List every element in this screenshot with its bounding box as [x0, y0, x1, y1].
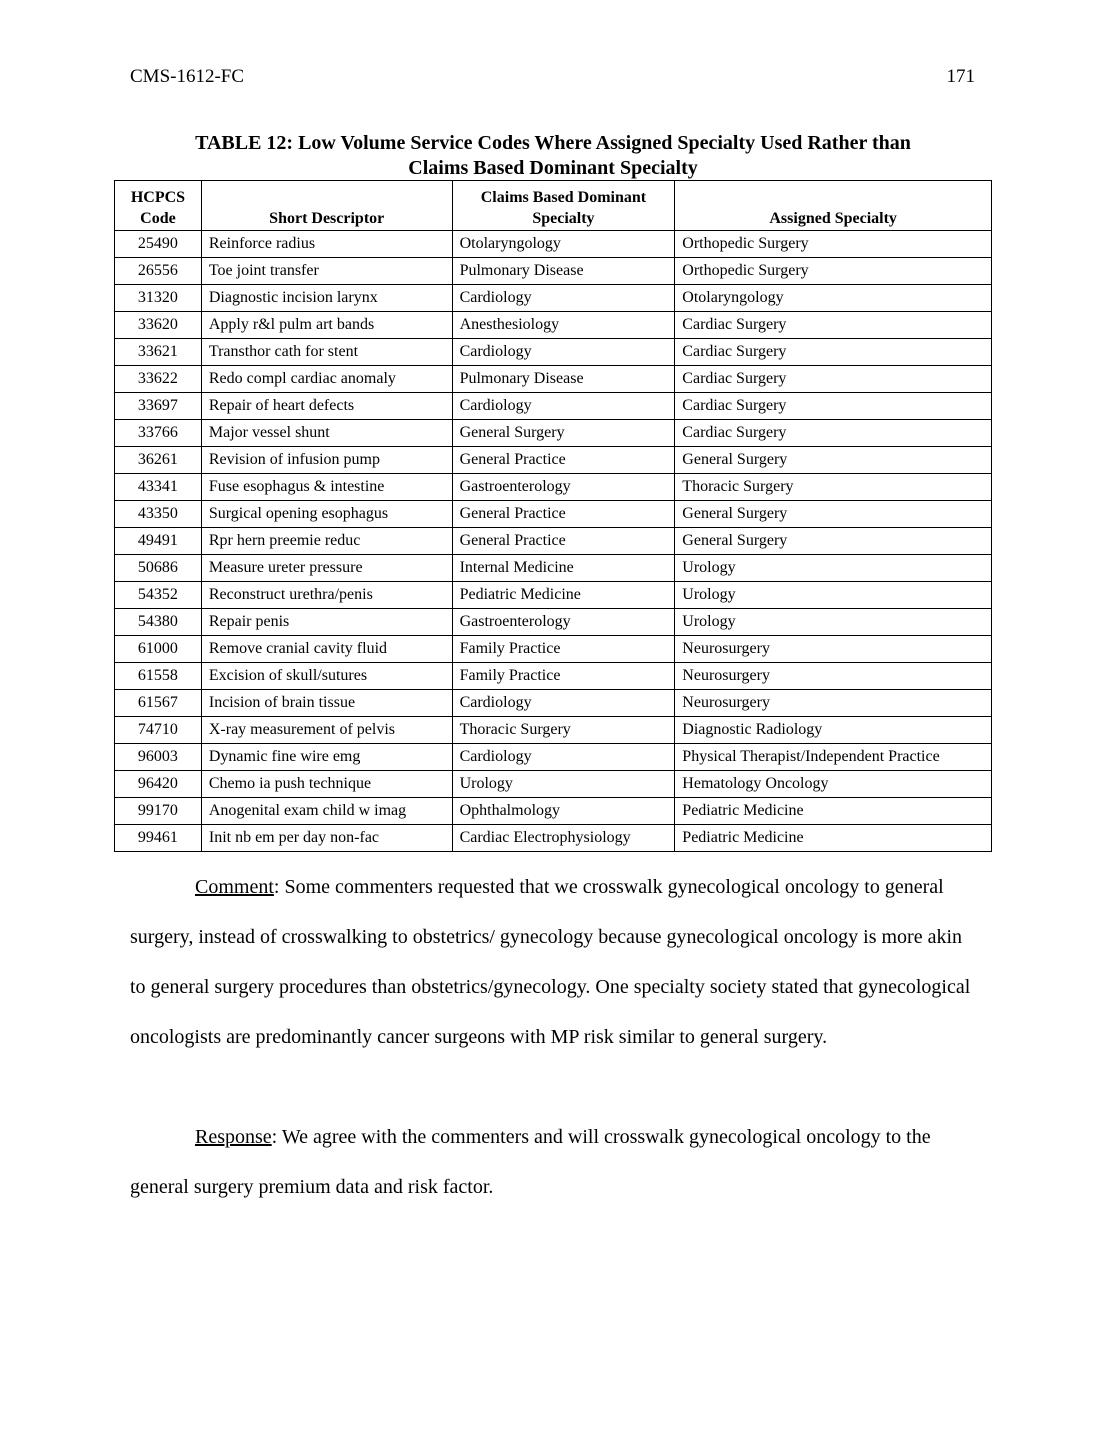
cell-assigned-specialty: General Surgery [675, 501, 992, 528]
table-row [115, 501, 992, 528]
comment-paragraph [130, 862, 976, 1062]
cell-short-descriptor: Repair penis [201, 609, 452, 636]
response-paragraph [130, 1112, 976, 1212]
cell-hcpcs-code: 74710 [115, 717, 202, 744]
cell-hcpcs-code: 26556 [115, 258, 202, 285]
cell-short-descriptor: Excision of skull/sutures [201, 663, 452, 690]
cell-short-descriptor: Redo compl cardiac anomaly [201, 366, 452, 393]
cell-short-descriptor: Incision of brain tissue [201, 690, 452, 717]
table-row [115, 609, 992, 636]
cell-assigned-specialty: Diagnostic Radiology [675, 717, 992, 744]
cell-hcpcs-code: 43350 [115, 501, 202, 528]
cell-dominant-specialty: Pulmonary Disease [452, 366, 675, 393]
page-header [130, 66, 975, 92]
cell-dominant-specialty: General Practice [452, 447, 675, 474]
table-row [115, 231, 992, 258]
table-row [115, 825, 992, 852]
table-body [115, 231, 992, 852]
cell-hcpcs-code: 36261 [115, 447, 202, 474]
cell-dominant-specialty: Internal Medicine [452, 555, 675, 582]
page-number: 171 [946, 66, 975, 87]
cell-assigned-specialty: General Surgery [675, 528, 992, 555]
table-row [115, 582, 992, 609]
cell-hcpcs-code: 31320 [115, 285, 202, 312]
cell-dominant-specialty: Gastroenterology [452, 474, 675, 501]
cell-short-descriptor: Surgical opening esophagus [201, 501, 452, 528]
cell-short-descriptor: Init nb em per day non-fac [201, 825, 452, 852]
cell-assigned-specialty: Physical Therapist/Independent Practice [675, 744, 992, 771]
table-row [115, 447, 992, 474]
cell-assigned-specialty: Urology [675, 582, 992, 609]
table-title-line-1: TABLE 12: Low Volume Service Codes Where Assigned Specialty Used Rather than [195, 132, 911, 154]
table-row [115, 474, 992, 501]
cell-hcpcs-code: 33622 [115, 366, 202, 393]
cell-dominant-specialty: Anesthesiology [452, 312, 675, 339]
cell-dominant-specialty: Ophthalmology [452, 798, 675, 825]
header-dominant-label: Claims Based Dominant [480, 189, 647, 206]
table-row [115, 285, 992, 312]
cell-hcpcs-code: 33621 [115, 339, 202, 366]
cell-assigned-specialty: Urology [675, 555, 992, 582]
table-row [115, 663, 992, 690]
header-code-label: Code [140, 210, 176, 227]
cell-short-descriptor: Fuse esophagus & intestine [201, 474, 452, 501]
cell-hcpcs-code: 49491 [115, 528, 202, 555]
cell-hcpcs-code: 54352 [115, 582, 202, 609]
table-row [115, 744, 992, 771]
cell-hcpcs-code: 96003 [115, 744, 202, 771]
table-row [115, 717, 992, 744]
cell-assigned-specialty: Cardiac Surgery [675, 393, 992, 420]
cell-short-descriptor: X-ray measurement of pelvis [201, 717, 452, 744]
header-dominant-specialty [452, 181, 675, 231]
cell-assigned-specialty: Cardiac Surgery [675, 312, 992, 339]
table-title [114, 131, 992, 181]
cell-dominant-specialty: Cardiology [452, 285, 675, 312]
comment-text: : Some commenters requested that we crosswalk gynecological oncology to general surgery, instead of crosswalking to obstetrics/ gynecology because gynecological oncology is more akin to general surgery procedures than obstetrics/gynecology. One specialty society stated that gynecological oncologists are predominantly cancer surgeons with MP risk similar to general surgery. [130, 876, 971, 1048]
cell-assigned-specialty: Cardiac Surgery [675, 339, 992, 366]
cell-hcpcs-code: 33697 [115, 393, 202, 420]
cell-short-descriptor: Toe joint transfer [201, 258, 452, 285]
cell-assigned-specialty: Urology [675, 609, 992, 636]
cell-dominant-specialty: Cardiology [452, 744, 675, 771]
cell-assigned-specialty: Orthopedic Surgery [675, 258, 992, 285]
cell-assigned-specialty: Pediatric Medicine [675, 825, 992, 852]
comment-label: Comment [195, 876, 274, 898]
cell-hcpcs-code: 99170 [115, 798, 202, 825]
cell-dominant-specialty: Thoracic Surgery [452, 717, 675, 744]
table-row [115, 690, 992, 717]
table-row [115, 771, 992, 798]
cell-short-descriptor: Apply r&l pulm art bands [201, 312, 452, 339]
table-row [115, 258, 992, 285]
cell-short-descriptor: Remove cranial cavity fluid [201, 636, 452, 663]
cell-assigned-specialty: Hematology Oncology [675, 771, 992, 798]
table-row [115, 636, 992, 663]
table-row [115, 420, 992, 447]
header-hcpcs-label: HCPCS [130, 189, 186, 206]
cell-assigned-specialty: Pediatric Medicine [675, 798, 992, 825]
cell-assigned-specialty: Cardiac Surgery [675, 420, 992, 447]
document-id: CMS-1612-FC [130, 66, 245, 87]
cell-short-descriptor: Measure ureter pressure [201, 555, 452, 582]
table-row [115, 528, 992, 555]
cell-assigned-specialty: Neurosurgery [675, 663, 992, 690]
cell-assigned-specialty: Neurosurgery [675, 690, 992, 717]
cell-dominant-specialty: General Practice [452, 528, 675, 555]
cell-dominant-specialty: Pulmonary Disease [452, 258, 675, 285]
cell-short-descriptor: Revision of infusion pump [201, 447, 452, 474]
cell-dominant-specialty: Pediatric Medicine [452, 582, 675, 609]
cell-hcpcs-code: 33766 [115, 420, 202, 447]
cell-short-descriptor: Diagnostic incision larynx [201, 285, 452, 312]
cell-assigned-specialty: Thoracic Surgery [675, 474, 992, 501]
table-row [115, 312, 992, 339]
response-label: Response [195, 1126, 272, 1148]
cell-dominant-specialty: Cardiology [452, 690, 675, 717]
cell-short-descriptor: Rpr hern preemie reduc [201, 528, 452, 555]
cell-dominant-specialty: Otolaryngology [452, 231, 675, 258]
cell-short-descriptor: Dynamic fine wire emg [201, 744, 452, 771]
table-header-row [115, 181, 992, 231]
cell-assigned-specialty: General Surgery [675, 447, 992, 474]
cell-hcpcs-code: 61558 [115, 663, 202, 690]
cell-hcpcs-code: 25490 [115, 231, 202, 258]
table-title-line-2: Claims Based Dominant Specialty [408, 157, 698, 179]
cell-short-descriptor: Reconstruct urethra/penis [201, 582, 452, 609]
cell-dominant-specialty: Family Practice [452, 636, 675, 663]
cell-assigned-specialty: Neurosurgery [675, 636, 992, 663]
cell-dominant-specialty: Gastroenterology [452, 609, 675, 636]
cell-short-descriptor: Anogenital exam child w imag [201, 798, 452, 825]
cell-assigned-specialty: Orthopedic Surgery [675, 231, 992, 258]
cell-short-descriptor: Transthor cath for stent [201, 339, 452, 366]
cell-short-descriptor: Repair of heart defects [201, 393, 452, 420]
cell-dominant-specialty: Cardiac Electrophysiology [452, 825, 675, 852]
cell-hcpcs-code: 50686 [115, 555, 202, 582]
cell-hcpcs-code: 61000 [115, 636, 202, 663]
table-row [115, 555, 992, 582]
cell-hcpcs-code: 33620 [115, 312, 202, 339]
cell-assigned-specialty: Otolaryngology [675, 285, 992, 312]
cell-dominant-specialty: Family Practice [452, 663, 675, 690]
table-row [115, 366, 992, 393]
cell-assigned-specialty: Cardiac Surgery [675, 366, 992, 393]
cell-short-descriptor: Reinforce radius [201, 231, 452, 258]
table-row [115, 339, 992, 366]
cell-dominant-specialty: Urology [452, 771, 675, 798]
cell-hcpcs-code: 61567 [115, 690, 202, 717]
cell-dominant-specialty: General Practice [452, 501, 675, 528]
header-hcpcs-code [115, 181, 202, 231]
cell-hcpcs-code: 43341 [115, 474, 202, 501]
header-assigned-specialty: Assigned Specialty [675, 181, 992, 231]
header-specialty-label: Specialty [532, 210, 595, 227]
specialty-table [114, 180, 992, 852]
table-row [115, 393, 992, 420]
cell-dominant-specialty: Cardiology [452, 339, 675, 366]
table-row [115, 798, 992, 825]
cell-short-descriptor: Chemo ia push technique [201, 771, 452, 798]
cell-dominant-specialty: Cardiology [452, 393, 675, 420]
response-text: : We agree with the commenters and will crosswalk gynecological oncology to the general surgery premium data and risk factor. [130, 1126, 931, 1198]
cell-hcpcs-code: 99461 [115, 825, 202, 852]
cell-hcpcs-code: 96420 [115, 771, 202, 798]
header-short-descriptor: Short Descriptor [201, 181, 452, 231]
cell-dominant-specialty: General Surgery [452, 420, 675, 447]
cell-short-descriptor: Major vessel shunt [201, 420, 452, 447]
cell-hcpcs-code: 54380 [115, 609, 202, 636]
